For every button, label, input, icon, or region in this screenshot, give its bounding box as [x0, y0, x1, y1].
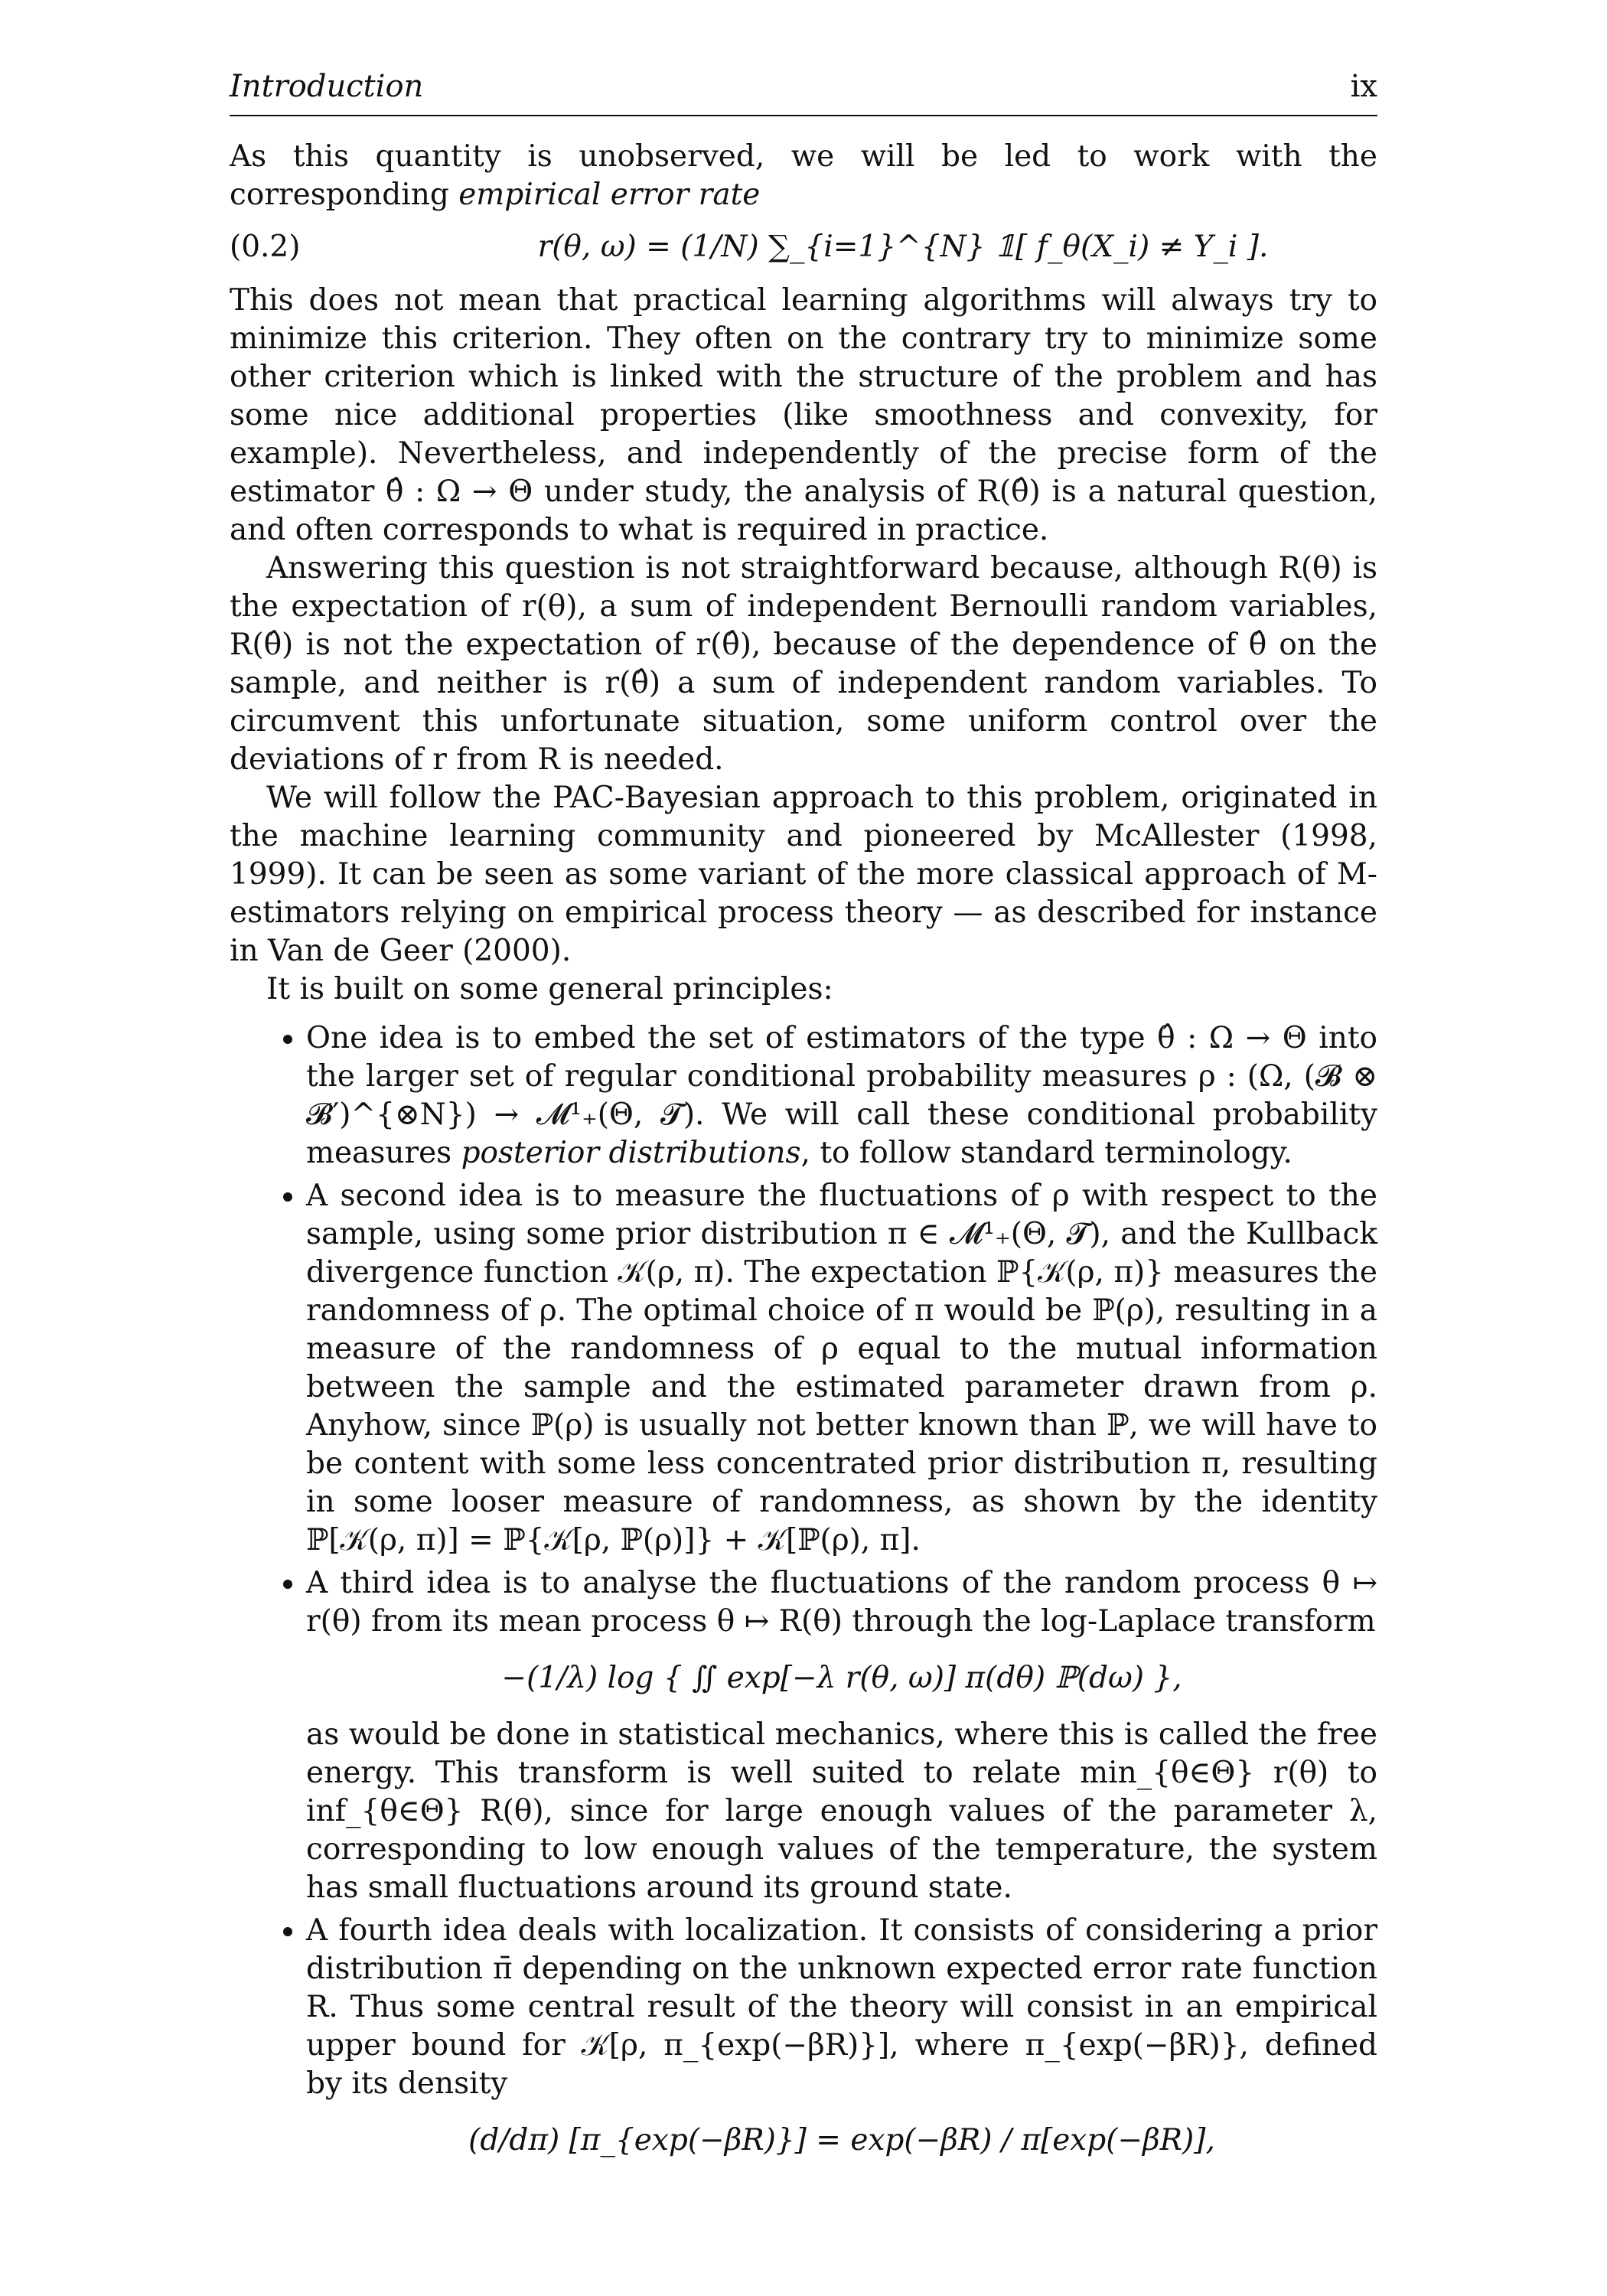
page: [230, 69, 1377, 2178]
bullet-text: One idea is to embed the set of estimators of the type θ̂ : Ω → Θ into the larger set of regular conditional probability measures ρ : (Ω, (𝓑 ⊗ 𝓑′)^{⊗N}) → 𝓜¹₊(Θ, 𝓣). We will call these conditional probability measures: [306, 1021, 1377, 1170]
paragraph-4: We will follow the PAC-Bayesian approach to this problem, originated in the machine learning community and pioneered by McAllester (1998, 1999). It can be seen as some variant of the more classical approach of M-estimators relying on empirical process theory — as described for instance in Van de Geer (2000).: [230, 781, 1377, 968]
bullet-tail: , to follow standard terminology.: [800, 1136, 1292, 1170]
header-title: Introduction: [230, 69, 424, 104]
bullet-text: A third idea is to analyse the fluctuations of the random process θ ↦ r(θ) from its mean process θ ↦ R(θ) through the log-Laplace transform: [306, 1566, 1377, 1639]
paragraph-2: This does not mean that practical learning algorithms will always try to minimize this criterion. They often on the contrary try to minimize some other criterion which is linked with the structure of the problem and has some nice additional properties (like smoothness and convexity, for example). Nevertheless, and independently of the precise form of the estimator θ̂ : Ω → Θ under study, the analysis of R(θ̂) is a natural question, and often corresponds to what is required in practice.: [230, 283, 1377, 547]
list-item: [306, 1019, 1377, 1172]
list-item: [306, 1564, 1377, 1907]
bullet-after-text: as would be done in statistical mechanics, where this is called the free energy. This transform is well suited to relate min_{θ∈Θ} r(θ) to inf_{θ∈Θ} R(θ), since for large enough values of the parameter λ, corresponding to low enough values of the temperature, the system has small fluctuations around its ground state.: [306, 1717, 1377, 1905]
bullet-emphasis: posterior distributions: [461, 1136, 801, 1170]
equation-0-2: [230, 228, 1377, 266]
page-number: ix: [1350, 69, 1377, 104]
paragraph-1-text: As this quantity is unobserved, we will be led to work with the corresponding: [230, 139, 1377, 212]
log-laplace-formula: −(1/λ) log { ∬ exp[−λ r(θ, ω)] π(dθ) ℙ(dω) },: [501, 1661, 1182, 1695]
paragraph-1-emphasis: empirical error rate: [458, 178, 761, 212]
paragraph-5: It is built on some general principles:: [266, 972, 833, 1006]
body-text: [230, 138, 1377, 2160]
running-header: [230, 69, 1377, 116]
paragraph-1: [230, 138, 1377, 214]
equation-formula: r(θ, ω) = (1/N) ∑_{i=1}^{N} 𝟙[ f_θ(X_i) ≠ Y_i ].: [537, 230, 1269, 264]
equation-label: (0.2): [230, 230, 301, 264]
list-item: [306, 1177, 1377, 1560]
paragraph-3: Answering this question is not straightforward because, although R(θ) is the expectation of r(θ), a sum of independent Bernoulli random variables, R(θ̂) is not the expectation of r(θ̂), because of the dependence of θ̂ on the sample, and neither is r(θ̂) a sum of independent random variables. To circumvent this unfortunate situation, some uniform control over the deviations of r from R is needed.: [230, 551, 1377, 777]
principles-list: [230, 1019, 1377, 2160]
density-formula: (d/dπ) [π_{exp(−βR)}] = exp(−βR) / π[exp(−βR)],: [468, 2123, 1215, 2157]
list-item: [306, 1912, 1377, 2160]
bullet-text: A fourth idea deals with localization. It consists of considering a prior distribution π̄ depending on the unknown expected error rate function R. Thus some central result of the theory will consist in an empirical upper bound for 𝒦[ρ, π_{exp(−βR)}], where π_{exp(−βR)}, defined by its density: [306, 1913, 1377, 2101]
bullet-text: A second idea is to measure the fluctuations of ρ with respect to the sample, using some prior distribution π ∈ 𝓜¹₊(Θ, 𝓣), and the Kullback divergence function 𝒦(ρ, π). The expectation ℙ{𝒦(ρ, π)} measures the randomness of ρ. The optimal choice of π would be ℙ(ρ), resulting in a measure of the randomness of ρ equal to the mutual information between the sample and the estimated parameter drawn from ρ. Anyhow, since ℙ(ρ) is usually not better known than ℙ, we will have to be content with some less concentrated prior distribution π, resulting in some looser measure of randomness, as shown by the identity ℙ[𝒦(ρ, π)] = ℙ{𝒦[ρ, ℙ(ρ)]} + 𝒦[ℙ(ρ), π].: [306, 1179, 1377, 1557]
